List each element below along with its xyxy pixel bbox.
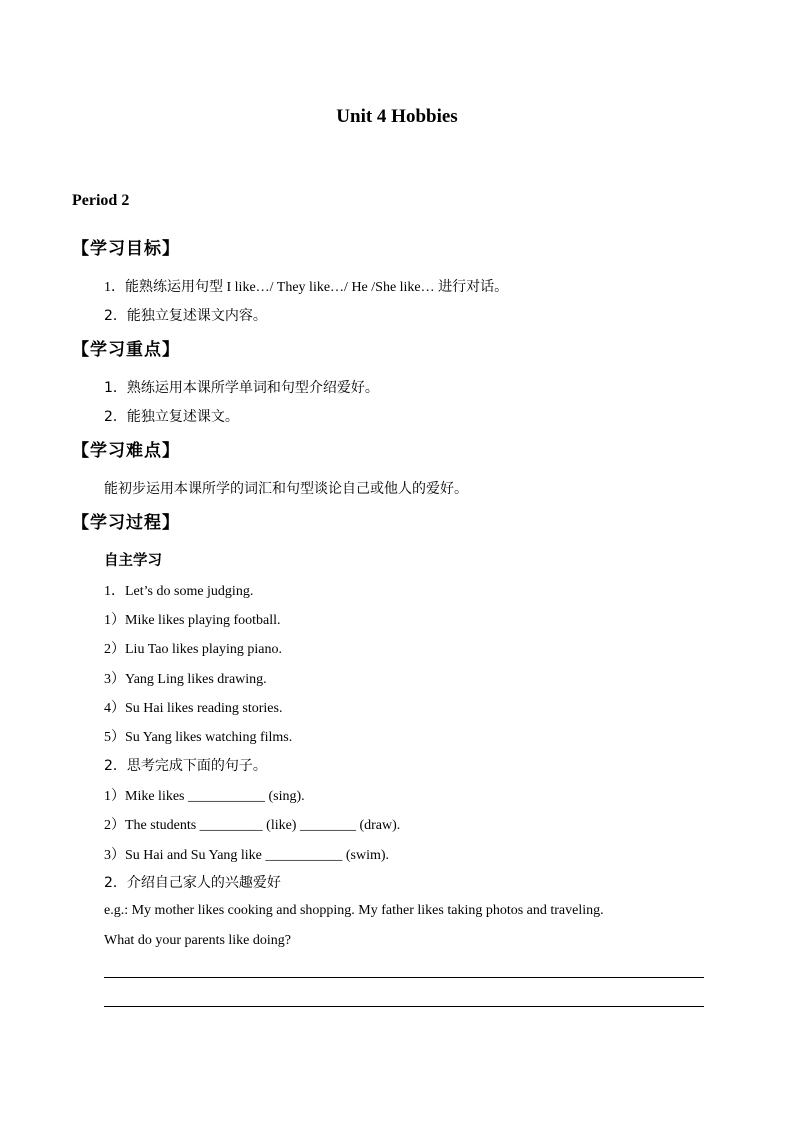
exercise-line: 2．介绍自己家人的兴趣爱好	[104, 875, 281, 891]
exercise-line: 3）Yang Ling likes drawing.	[104, 672, 267, 687]
heading-goals: 【学习目标】	[72, 239, 180, 259]
focus-item-1: 1．熟练运用本课所学单词和句型介绍爱好。	[104, 380, 379, 396]
answer-rule	[104, 977, 704, 978]
exercise-line: 5）Su Yang likes watching films.	[104, 730, 293, 745]
goals-item-1: 1．能熟练运用句型 I like…/ They like…/ He /She like… 进行对话。	[104, 280, 509, 295]
heading-focus: 【学习重点】	[72, 340, 180, 360]
example-line: e.g.: My mother likes cooking and shopping. My father likes taking photos and traveling.	[104, 903, 604, 918]
exercise-line: 2）Liu Tao likes playing piano.	[104, 642, 283, 657]
page-title: Unit 4 Hobbies	[336, 106, 458, 127]
focus-item-2: 2．能独立复述课文。	[104, 409, 239, 425]
exercise-line: 2）The students _________ (like) ________ (draw).	[104, 818, 401, 833]
exercise-line: 1）Mike likes playing football.	[104, 613, 281, 628]
question-line: What do your parents like doing?	[104, 933, 292, 948]
heading-difficulty: 【学习难点】	[72, 441, 180, 461]
period-label: Period 2	[72, 192, 130, 209]
exercise-line: 3）Su Hai and Su Yang like ___________ (swim).	[104, 848, 390, 863]
exercise-line: 1）Mike likes ___________ (sing).	[104, 789, 305, 804]
exercise-line: 4）Su Hai likes reading stories.	[104, 701, 283, 716]
goals-item-2: 2．能独立复述课文内容。	[104, 308, 267, 324]
exercise-line: 1．Let’s do some judging.	[104, 584, 254, 599]
exercise-line: 2．思考完成下面的句子。	[104, 758, 267, 774]
difficulty-text: 能初步运用本课所学的词汇和句型谈论自己或他人的爱好。	[104, 481, 468, 497]
answer-rule	[104, 1006, 704, 1007]
heading-process: 【学习过程】	[72, 513, 180, 533]
self-study-subheading: 自主学习	[104, 553, 162, 569]
